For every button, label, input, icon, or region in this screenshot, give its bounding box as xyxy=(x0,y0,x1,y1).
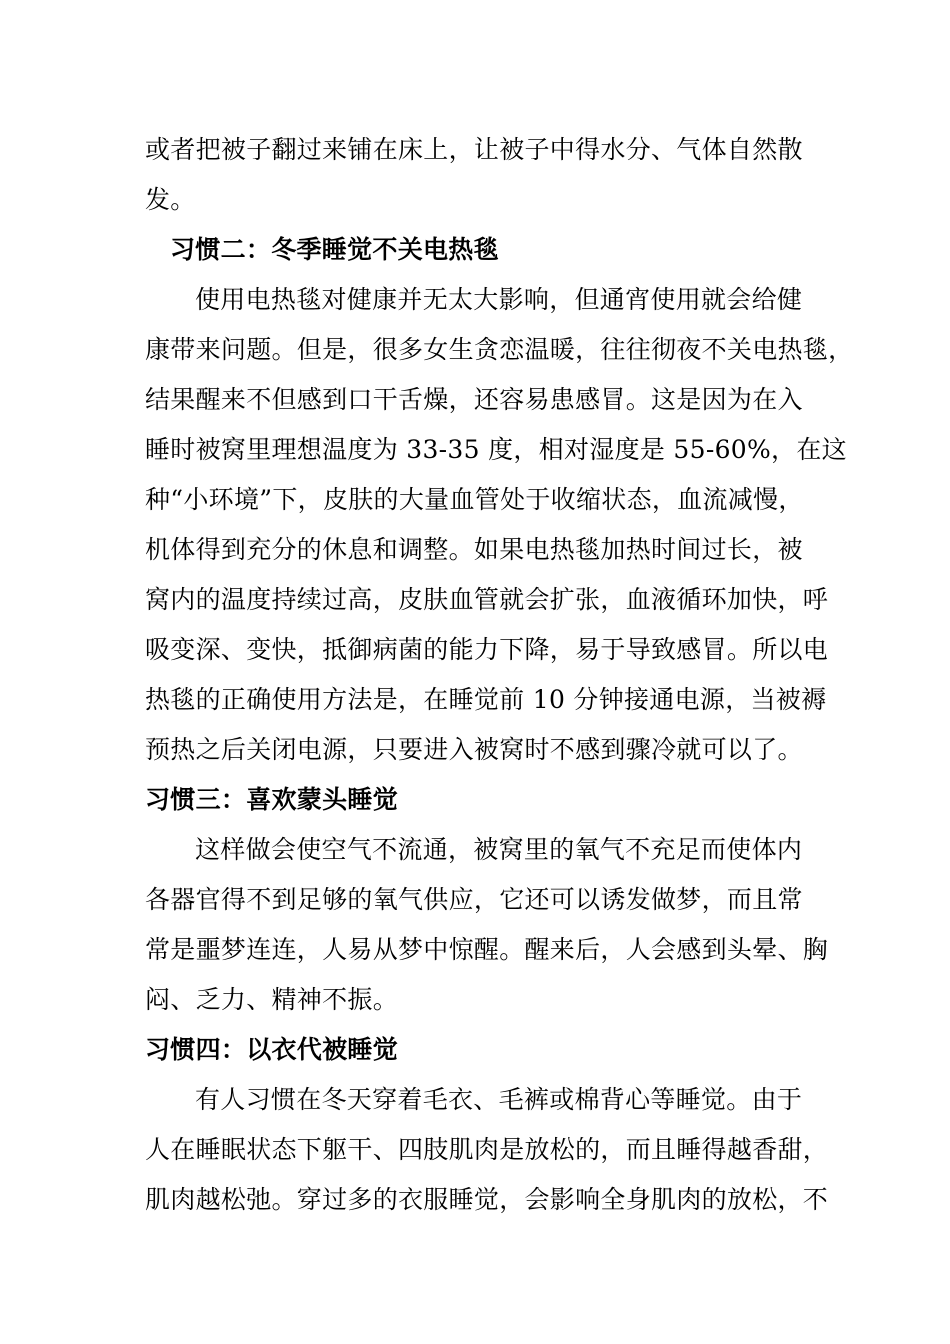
paragraph-line: 这样做会使空气不流通，被窝里的氧气不充足而使体内 xyxy=(195,835,803,864)
paragraph-line: 或者把被子翻过来铺在床上，让被子中得水分、气体自然散 xyxy=(145,135,803,164)
paragraph-line: 各器官得不到足够的氧气供应，它还可以诱发做梦，而且常 xyxy=(145,885,803,914)
paragraph-line: 肌肉越松弛。穿过多的衣服睡觉，会影响全身肌肉的放松，不 xyxy=(145,1185,829,1214)
paragraph-line: 机体得到充分的休息和调整。如果电热毯加热时间过长，被 xyxy=(145,535,803,564)
paragraph-line: 热毯的正确使用方法是，在睡觉前 10 分钟接通电源，当被褥 xyxy=(145,685,827,714)
paragraph-line: 常是噩梦连连，人易从梦中惊醒。醒来后，人会感到头晕、胸 xyxy=(145,935,829,964)
paragraph-line: 闷、乏力、精神不振。 xyxy=(145,985,399,1014)
paragraph-line: 种“小环境”下，皮肤的大量血管处于收缩状态，血流减慢， xyxy=(145,485,804,514)
paragraph-line: 人在睡眠状态下躯干、四肢肌肉是放松的，而且睡得越香甜， xyxy=(145,1135,829,1164)
paragraph-line: 预热之后关闭电源，只要进入被窝时不感到骤冷就可以了。 xyxy=(145,735,803,764)
paragraph-line: 康带来问题。但是，很多女生贪恋温暖，往往彻夜不关电热毯， xyxy=(145,335,854,364)
paragraph-line: 有人习惯在冬天穿着毛衣、毛裤或棉背心等睡觉。由于 xyxy=(195,1085,803,1114)
paragraph-line: 窝内的温度持续过高，皮肤血管就会扩张，血液循环加快，呼 xyxy=(145,585,829,614)
section-heading-habit-4: 习惯四：以衣代被睡觉 xyxy=(145,1035,399,1064)
paragraph-line: 发。 xyxy=(145,185,196,214)
paragraph-line: 使用电热毯对健康并无太大影响，但通宵使用就会给健 xyxy=(195,285,803,314)
section-heading-habit-2: 习惯二：冬季睡觉不关电热毯 xyxy=(170,235,499,264)
section-heading-habit-3: 习惯三：喜欢蒙头睡觉 xyxy=(145,785,399,814)
paragraph-line: 睡时被窝里理想温度为 33-35 度，相对湿度是 55-60%，在这 xyxy=(145,435,847,464)
paragraph-line: 结果醒来不但感到口干舌燥，还容易患感冒。这是因为在入 xyxy=(145,385,803,414)
paragraph-line: 吸变深、变快，抵御病菌的能力下降，易于导致感冒。所以电 xyxy=(145,635,829,664)
